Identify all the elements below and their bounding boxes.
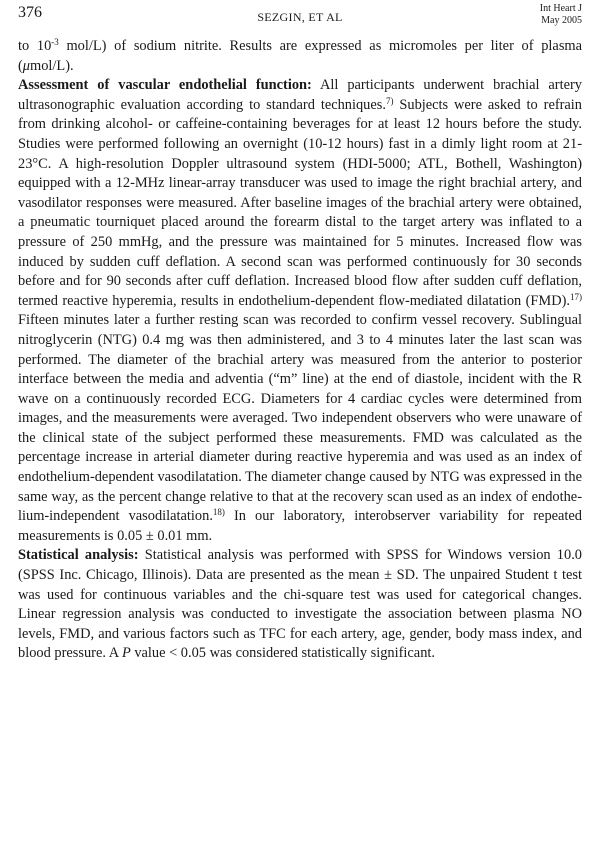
running-title: SEZGIN, ET AL	[257, 10, 343, 24]
reference-17: 17)	[570, 291, 582, 302]
reference-7: 7)	[385, 95, 394, 106]
journal-info	[540, 3, 582, 27]
exponent: -3	[51, 37, 59, 47]
article-body	[18, 37, 582, 664]
reference-18: 18)	[212, 507, 225, 518]
issue-date: May 2005	[541, 15, 582, 26]
section-heading-vascular: Assessment of vascular endothelial function:	[18, 77, 312, 94]
mu-symbol: μ	[22, 57, 31, 74]
journal-name: Int Heart J	[539, 3, 582, 14]
page-number: 376	[18, 4, 42, 21]
paragraph-vascular-function: Assessment of vascular endothelial function: All participants underwent brachial artery ultrasonographic evaluation according to standard techniques.$^{7)}$ Subjects were asked to refrain from drinking alcohol- or caffeine-containing beverages for at least 12 hours before the study. Studies were performed following an overnight (10-12 hours) fast in a dimly light room at 21-23°C. A high-resolution Doppler ultrasound system (HDI-5000; ATL, Bothell, Washington) equipped with a 12-MHz linear-array transducer was used to image the right brachial artery, and vasodilator responses were measured. After baseline images of the brachial artery were obtained, a pneumatic tourniquet placed around the forearm distal to the target artery was inflated to a pressure of 250 mmHg, and the pressure was maintained for 5 minutes. Increased flow was induced by sudden cuff deflation. A second scan was performed continuously for 30 seconds before and for 90 seconds after cuff deflation. Increased blood flow after sudden cuff deflation, termed reactive hyperemia, results in endothelium-dependent flow-mediated dilatation (FMD).$^{17)}$ Fifteen minutes later a further resting scan was recorded to confirm vessel recovery. Sublingual nitroglycerin (NTG) 0.4 mg was then administered, and 3 to 4 minutes later the last scan was performed. The diameter of the brachial artery was measured from the anterior to posterior interface between the media and adventia (“m” line) at the end of diastole, incident with the R wave on a continuously recorded ECG. Diameters for 4 cardiac cycles were determined from images, and the measurements were averaged. Two independent observers who were unaware of the clinical state of the subject performed these measurements. FMD was calculated as the percentage increase in arterial diameter during reactive hyperemia and was used as an index of endothelium-dependent vasodilatation. The diameter change caused by NTG was expressed in the same way, as the percent change relative to that at the recovery scan used as an index of endothelium-independent vasodilatation.$^{18)}$ In our laboratory, interobserver variability for repeated measurements is 0.05 ± 0.01 mm.	[18, 77, 582, 544]
paragraph-nitrite-units: to $10^{-3}$ mol/L) of sodium nitrite. Results are expressed as micromoles per liter of plasma (μmol/L).	[18, 37, 582, 74]
p-value-symbol: P	[121, 645, 131, 662]
section-heading-statistics: Statistical analysis:	[18, 547, 139, 564]
paragraph-statistical-analysis: Statistical analysis: Statistical analysis was performed with SPSS for Windows version 10.0 (SPSS Inc. Chicago, Illinois). Data are presented as the mean ± SD. The unpaired Student t test was used for continuous variables and the chi-square test was used for categorical changes. Linear regression analysis was conducted to investigate the association between plasma NO levels, FMD, and various factors such as TFC for each artery, age, gender, body mass index, and blood pressure. A P value < 0.05 was considered statistically significant.	[18, 547, 582, 662]
